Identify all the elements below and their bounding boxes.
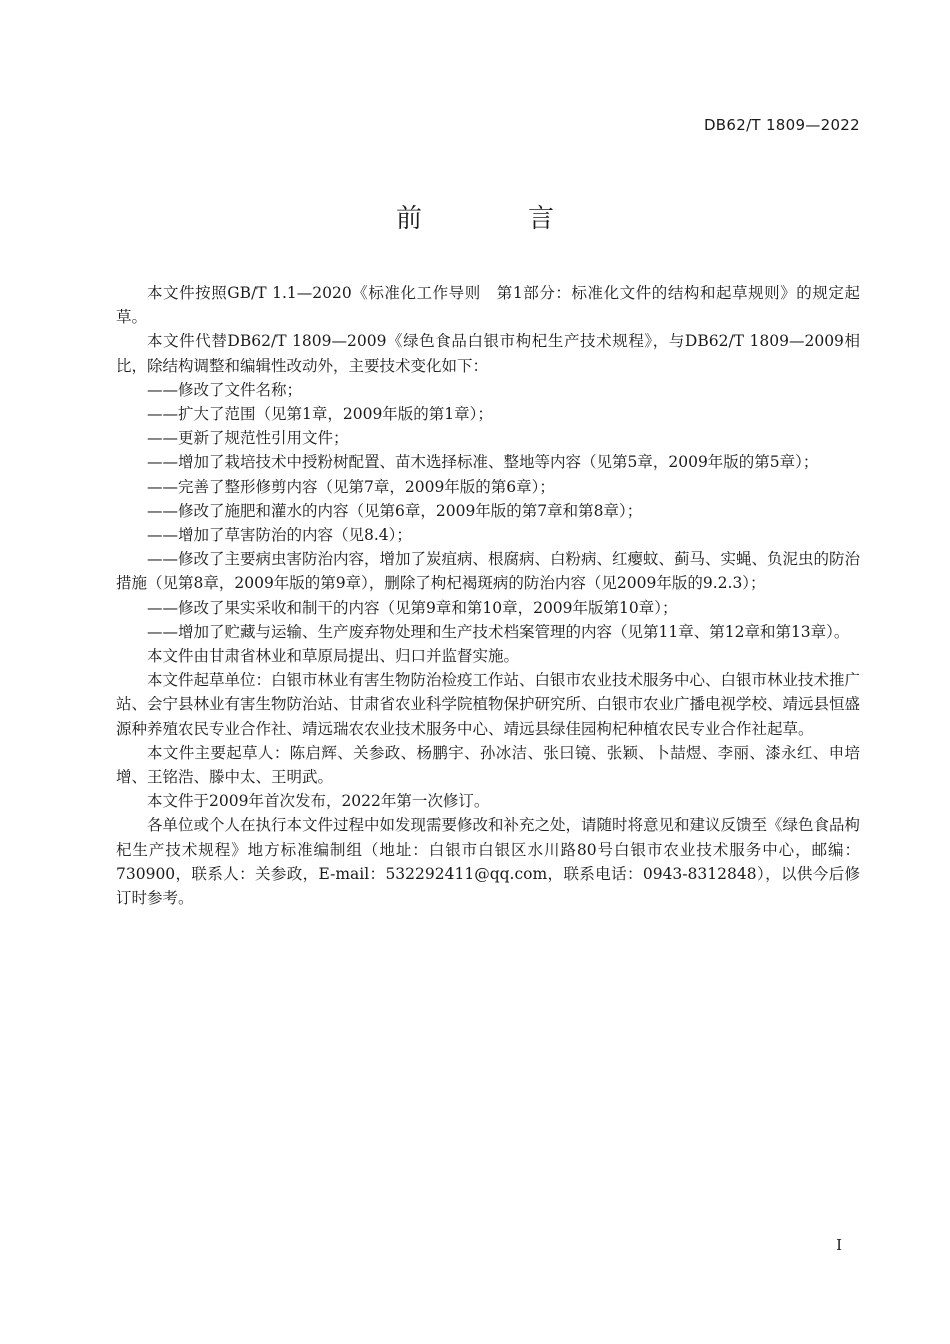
paragraph-feedback: 各单位或个人在执行本文件过程中如发现需要修改和补充之处，请随时将意见和建议反馈至《绿色食品枸杞生产技术规程》地方标准编制组（地址：白银市白银区水川路80号白银市农业技术服务中心，邮编：730900，联系人：关参政，E-mail：532292411@qq.com，联系电话：0943-8312848），以供今后修订时参考。 <box>116 816 861 908</box>
change-item: ——扩大了范围（见第1章，2009年版的第1章）； <box>147 405 493 424</box>
paragraph-drafting-units: 本文件起草单位：白银市林业有害生物防治检疫工作站、白银市农业技术服务中心、白银市林业技术推广站、会宁县林业有害生物防治站、甘肃省农业科学院植物保护研究所、白银市农业广播电视学校、靖远县恒盛源种养殖农民专业合作社、靖远瑞农农业技术服务中心、靖远县绿佳园枸杞种植农民专业合作社起草。 <box>116 671 861 738</box>
change-item: ——完善了整形修剪内容（见第7章，2009年版的第6章）； <box>147 477 555 496</box>
change-item: ——增加了草害防治的内容（见8.4）； <box>147 526 412 545</box>
change-item: ——增加了贮藏与运输、生产废弃物处理和生产技术档案管理的内容（见第11章、第12章和第13章）。 <box>147 622 850 641</box>
change-item: ——修改了主要病虫害防治内容，增加了炭疽病、根腐病、白粉病、红瘿蚊、蓟马、实蝇、负泥虫的防治措施（见第8章，2009年版的第9章），删除了枸杞褐斑病的防治内容（见2009年版的9.2.3）； <box>116 550 861 593</box>
paragraph-replacement: 本文件代替DB62/T 1809—2009《绿色食品白银市枸杞生产技术规程》，与DB62/T 1809—2009相比，除结构调整和编辑性改动外，主要技术变化如下： <box>116 332 860 375</box>
change-item: ——更新了规范性引用文件； <box>147 429 349 448</box>
standard-code: DB62/T 1809—2022 <box>703 116 860 134</box>
foreword-body <box>116 281 860 910</box>
change-item: ——修改了施肥和灌水的内容（见第6章，2009年版的第7章和第8章）； <box>147 501 643 520</box>
change-item: ——增加了栽培技术中授粉树配置、苗木选择标准、整地等内容（见第5章，2009年版的第5章）； <box>147 453 819 472</box>
paragraph-release-history: 本文件于2009年首次发布，2022年第一次修订。 <box>147 792 490 811</box>
page-title: 前 言 <box>395 204 594 234</box>
change-item: ——修改了文件名称； <box>147 380 303 399</box>
paragraph-drafting-basis: 本文件按照GB/T 1.1—2020《标准化工作导则 第1部分：标准化文件的结构和起草规则》的规定起草。 <box>116 284 860 327</box>
change-item: ——修改了果实采收和制干的内容（见第9章和第10章，2009年版第10章）； <box>147 598 678 617</box>
page-number: I <box>836 1236 842 1254</box>
paragraph-drafters: 本文件主要起草人：陈启辉、关参政、杨鹏宇、孙冰洁、张曰镜、张颖、卜喆煜、李丽、漆永红、申培增、王铭浩、滕中太、王明武。 <box>116 743 860 787</box>
paragraph-proposer: 本文件由甘肃省林业和草原局提出、归口并监督实施。 <box>147 647 520 666</box>
